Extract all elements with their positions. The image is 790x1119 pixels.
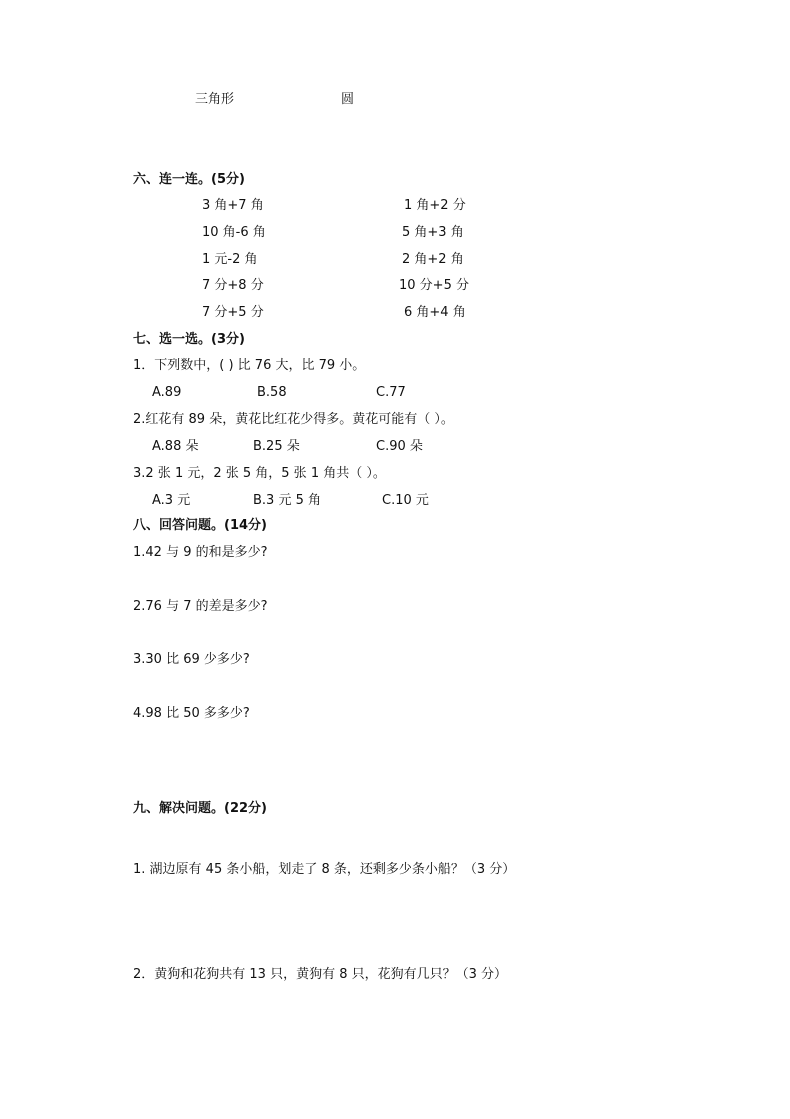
circle-label: 圆	[341, 92, 355, 107]
answer-question-1: 1.42 与 9 的和是多少?	[133, 545, 268, 560]
choice-1-option-b: B.58	[257, 385, 287, 400]
answer-question-2: 2.76 与 7 的差是多少?	[133, 599, 268, 614]
match-left-2: 10 角-6 角	[202, 225, 266, 240]
section-6-title: 六、连一连。(5分)	[133, 172, 245, 187]
choice-question-1: 1．下列数中，( ) 比 76 大，比 79 小。	[133, 358, 366, 373]
match-right-5: 6 角+4 角	[404, 305, 466, 320]
choice-3-option-c: C.10 元	[382, 493, 429, 508]
choice-2-option-a: A.88 朵	[152, 439, 199, 454]
problem-question-1: 1. 湖边原有 45 条小船，划走了 8 条，还剩多少条小船？（3 分）	[133, 862, 516, 877]
match-right-4: 10 分+5 分	[399, 278, 469, 293]
match-left-5: 7 分+5 分	[202, 305, 264, 320]
match-right-2: 5 角+3 角	[402, 225, 464, 240]
section-8-title: 八、回答问题。(14分)	[133, 518, 267, 533]
answer-question-3: 3.30 比 69 少多少?	[133, 652, 250, 667]
triangle-label: 三角形	[195, 92, 235, 107]
match-right-1: 1 角+2 分	[404, 198, 466, 213]
choice-question-2: 2.红花有 89 朵，黄花比红花少得多。黄花可能有（ ）。	[133, 412, 454, 427]
choice-1-option-a: A.89	[152, 385, 182, 400]
section-9-title: 九、解决问题。(22分)	[133, 801, 267, 816]
problem-question-2: 2．黄狗和花狗共有 13 只，黄狗有 8 只，花狗有几只？（3 分）	[133, 967, 508, 982]
choice-question-3: 3.2 张 1 元，2 张 5 角，5 张 1 角共（ ）。	[133, 466, 386, 481]
choice-2-option-c: C.90 朵	[376, 439, 423, 454]
match-left-4: 7 分+8 分	[202, 278, 264, 293]
match-left-3: 1 元-2 角	[202, 252, 258, 267]
choice-3-option-b: B.3 元 5 角	[253, 493, 321, 508]
answer-question-4: 4.98 比 50 多多少?	[133, 706, 250, 721]
choice-1-option-c: C.77	[376, 385, 406, 400]
choice-2-option-b: B.25 朵	[253, 439, 300, 454]
match-left-1: 3 角+7 角	[202, 198, 264, 213]
match-right-3: 2 角+2 角	[402, 252, 464, 267]
choice-3-option-a: A.3 元	[152, 493, 191, 508]
section-7-title: 七、选一选。(3分)	[133, 332, 245, 347]
